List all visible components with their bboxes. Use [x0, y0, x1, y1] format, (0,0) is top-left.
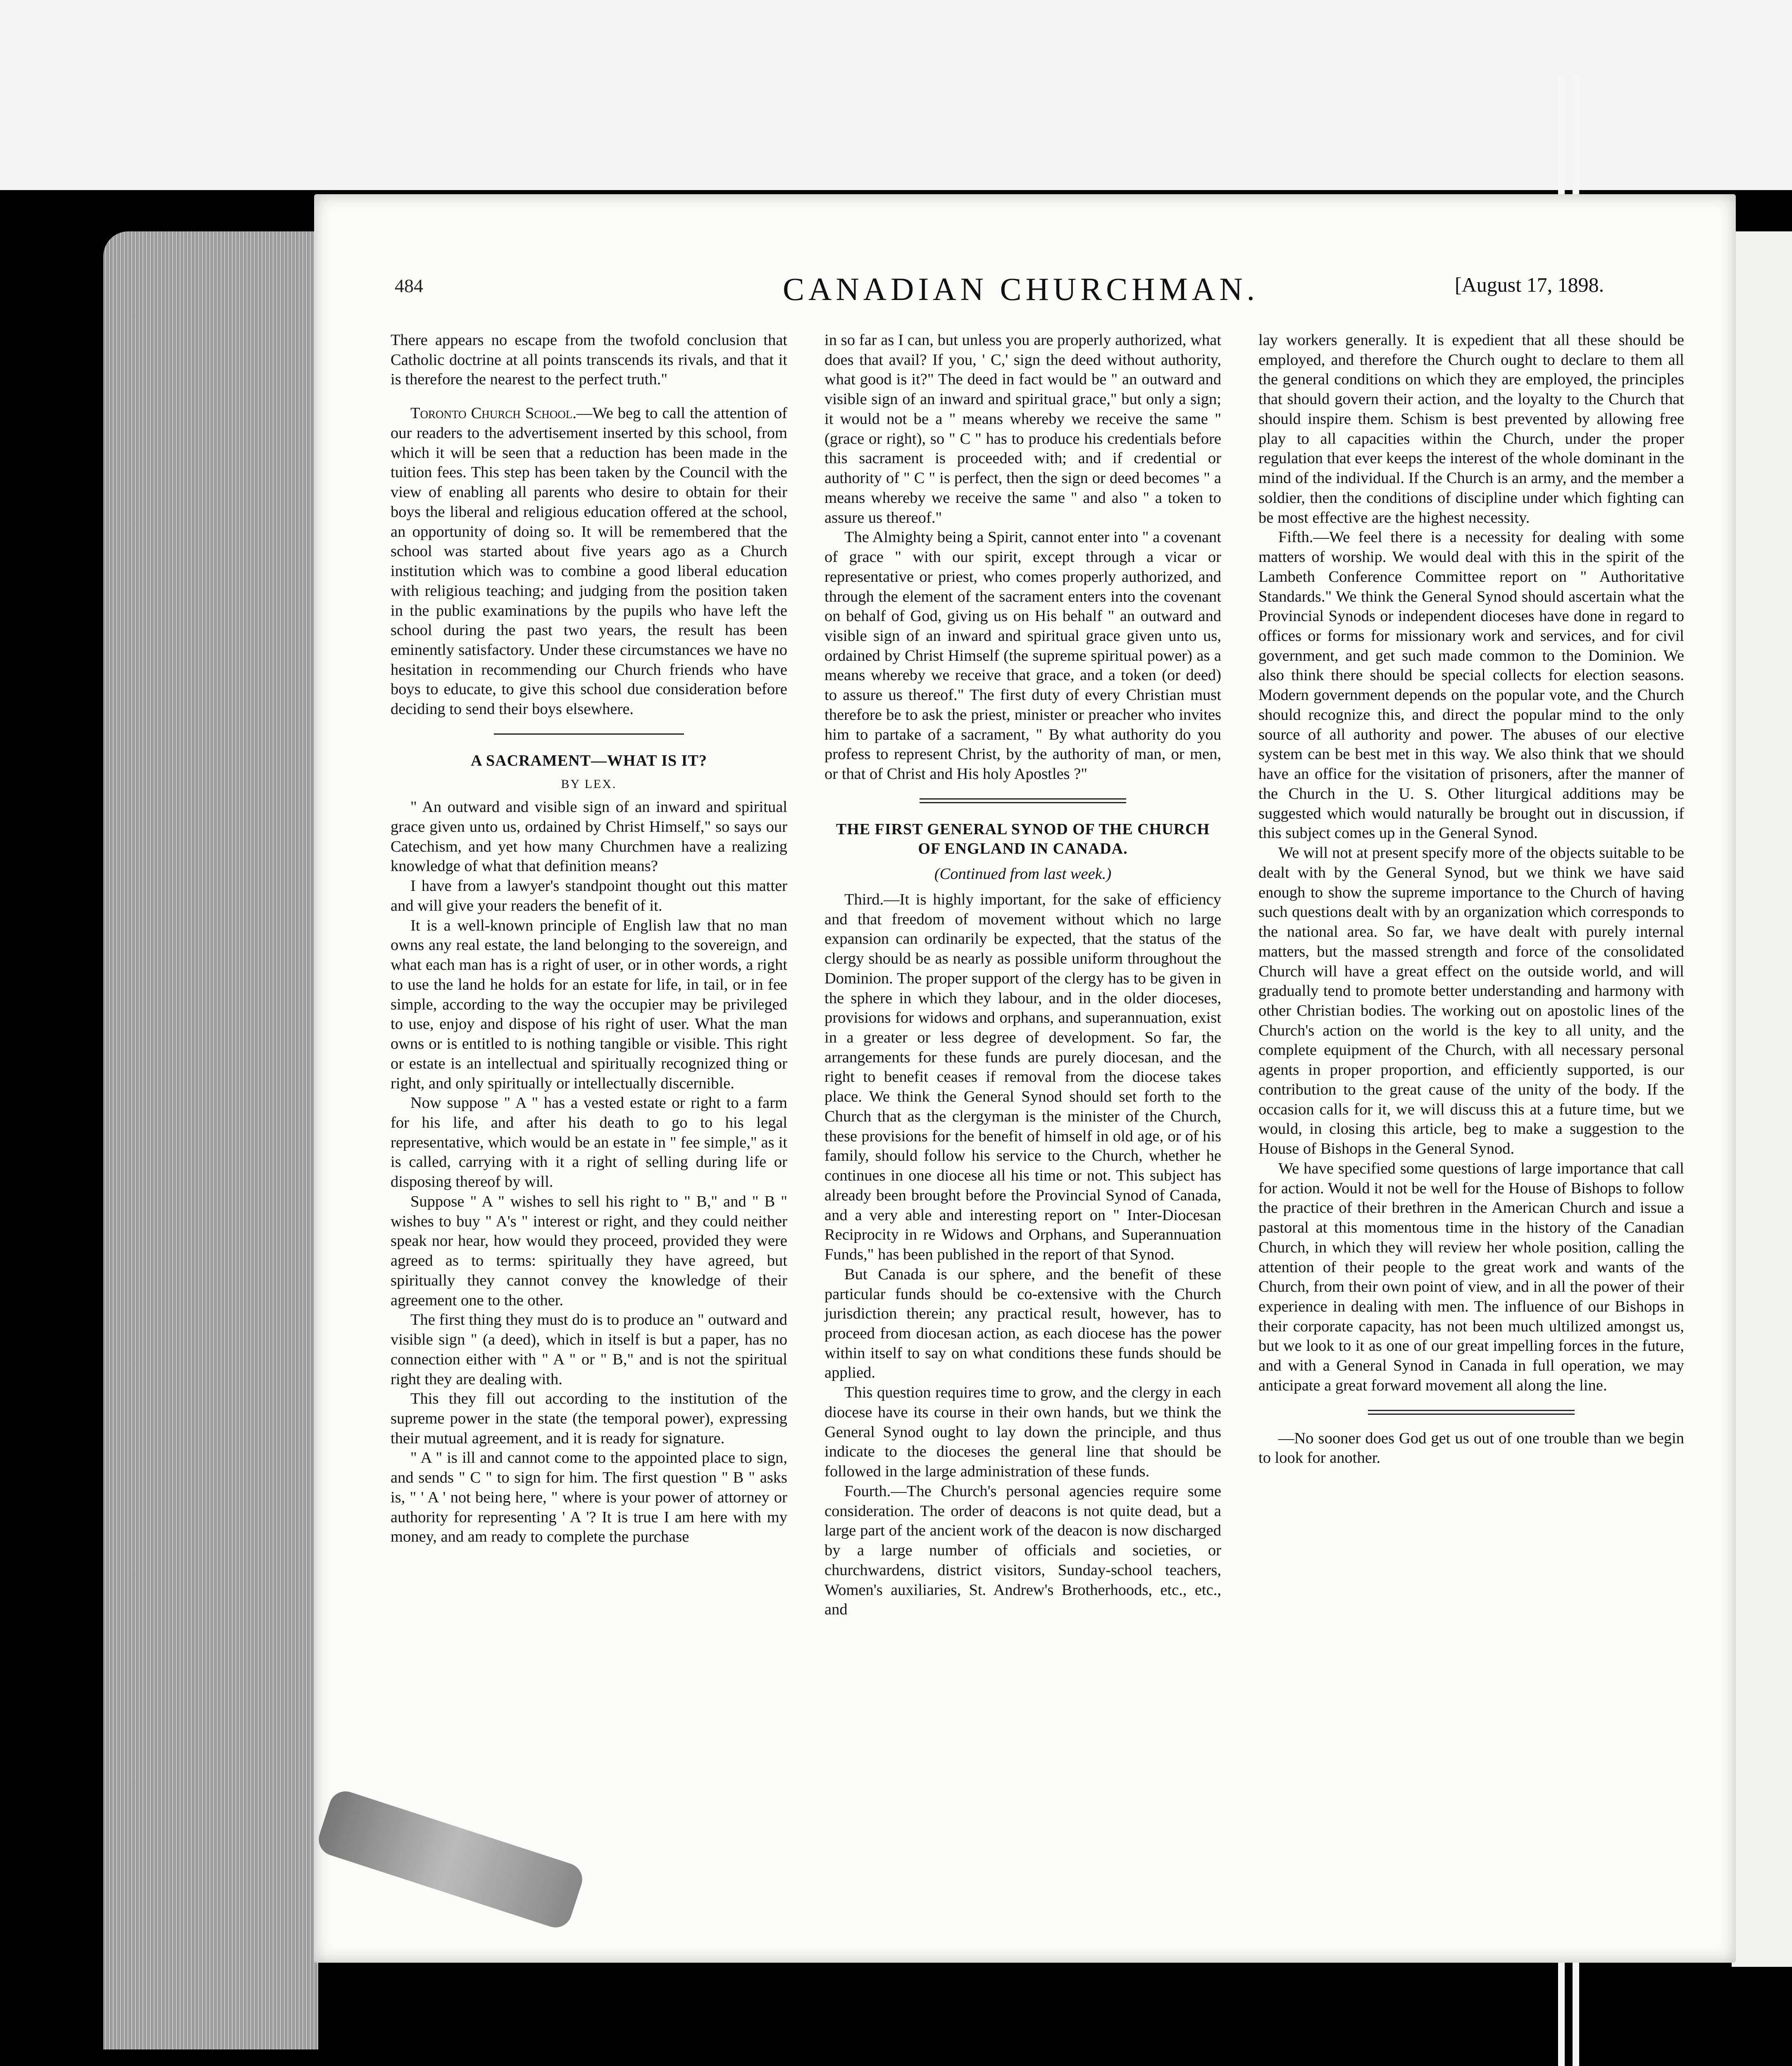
article-subtitle: (Continued from last week.): [934, 865, 1112, 883]
paragraph: Third.—It is highly important, for the sake of efficiency and that freedom of movement without which no large expansion can ordinarily be expected, that the status of the clergy should be as nearly as possible uniform throughout the Dominion. The proper support of the clergy has to be given in the sphere in which they labour, and in the older dioceses, provisions for widows and orphans, and superannuation, exist in a greater or less degree of development. So far, the arrangements for these funds are purely diocesan, and the right to benefit ceases if removal from the diocese takes place. We think the General Synod should set forth to the Church that as the clergyman is the minister of the Church, these provisions for the benefit of himself in old age, or of his family, should follow his service to the Church, whether he continues in one diocese all his time or not. This subject has already been brought before the Provincial Synod of Canada, and a very able and interesting report on " Inter-Diocesan Reciprocity in re Widows and Orphans, and Superannuation Funds," has been published in the report of that Synod.: [825, 890, 1221, 1264]
page-number: 484: [395, 275, 423, 296]
byline: BY LEX.: [561, 777, 617, 791]
closing-note: —No sooner does God get us out of one trouble than we begin to look for another.: [1258, 1429, 1684, 1467]
paragraph: The first thing they must do is to produce an " outward and visible sign " (a deed), which in itself is but a paper, has no connection either with " A " or " B," and is not the spiritual right they are dealing with.: [391, 1311, 787, 1388]
paragraph: " A " is ill and cannot come to the appointed place to sign, and sends " C " to sign for him. The first question " B " asks is, " ' A ' not being here, " where is your power of attorney or authority for representing ' A '? It is true I am here with my money, and am ready to complete the purchase: [391, 1449, 787, 1546]
scan-top-band: [0, 0, 1792, 190]
paragraph-lead: Toronto Church School.: [410, 405, 577, 422]
divider: [494, 733, 684, 735]
paragraph-toronto-church-school: [391, 404, 787, 719]
paragraph: in so far as I can, but unless you are properly authorized, what does that avail? If you, ' C,' sign the deed without authority, what good is it?" The deed in fact would be " an outward and visible sign of an inward and spiritual grace," but only a sign; it would not be a " means whereby we receive the same " (grace or right), so " C " has to produce his credentials before this sacrament is proceeded with; and if credential or authority of " C " is perfect, then the sign or deed becomes " a means whereby we receive the same " and also " a token to assure us thereof.": [825, 331, 1221, 526]
paragraph: Fourth.—The Church's personal agencies require some consideration. The order of deacons is not quite dead, but a large part of the ancient work of the deacon is now discharged by a large number of officials and societies, or churchwardens, district visitors, Sunday-school teachers, Women's auxiliaries, St. Andrew's Brotherhoods, etc., etc., and: [825, 1482, 1221, 1619]
paragraph: lay workers generally. It is expedient that all these should be employed, and therefore the Church ought to declare to them all the general conditions on which they are employed, the principles that should govern their action, and the loyalty to the Church that should inspire them. Schism is best prevented by allowing free play to all capacities within the Church, under the proper regulation that ever keeps the interest of the whole dominant in the mind of the individual. If the Church is an army, and the member a soldier, then the conditions of discipline under which fighting can be most effective are the highest necessity.: [1258, 331, 1684, 526]
paragraph: This question requires time to grow, and the clergy in each diocese have its course in their own hands, but we think the General Synod ought to lay down the principle, and thus indicate to the dioceses the general line that should be followed in the large administration of these funds.: [825, 1384, 1221, 1480]
paragraph: It is a well-known principle of English law that no man owns any real estate, the land belonging to the sovereign, and what each man has is a right of user, or in other words, a right to use the land he holds for an estate for life, in tail, or in fee simple, according to the way the occupier may be privileged to use, enjoy and dispose of his right of user. What the man owns or is entitled to is nothing tangible or visible. This right or estate is an intellectual and spiritually recognized thing or right, and only spiritually or intellectually discernible.: [391, 916, 787, 1092]
article-title: A SACRAMENT—WHAT IS IT?: [471, 752, 707, 769]
paragraph: This they fill out according to the institution of the supreme power in the state (the temporal power), expressing their mutual agreement, and it is ready for signature.: [391, 1390, 787, 1447]
paragraph: We have specified some questions of large importance that call for action. Would it not be well for the House of Bishops to follow the practice of their brethren in the American Church and issue a pastoral at this momentous time in the history of the Canadian Church, in which they will review her whole position, calling the attention of their people to the great work and wants of the Church, from their own point of view, and in all the power of their experience in dealing with men. The influence of our Bishops in their corporate capacity, has not been much ultilized amongst us, but we look to it as one of our great impelling forces in the future, and with a General Synod in Canada in full operation, we may anticipate a great forward movement all along the line.: [1258, 1159, 1684, 1394]
paragraph: " An outward and visible sign of an inward and spiritual grace given unto us, ordained by Christ Himself," so says our Catechism, and yet how many Churchmen have a realizing knowledge of what that definition means?: [391, 798, 787, 875]
paragraph: There appears no escape from the twofold conclusion that Catholic doctrine at all points transcends its rivals, and that it is therefore the nearest to the perfect truth.": [391, 331, 787, 388]
issue-date: [August 17, 1898.: [1455, 273, 1604, 296]
column-3: [1258, 331, 1684, 1468]
masthead-title: CANADIAN CHURCHMAN.: [782, 271, 1259, 307]
divider: [920, 798, 1126, 803]
paragraph: We will not at present specify more of the objects suitable to be dealt with by the General Synod, but we think we have said enough to show the supreme importance to the Church of having such questions dealt with by an organization which corresponds to the national area. So far, we have dealt with purely internal matters, but the massed strength and force of the consolidated Church will have a great effect on the outside world, and will gradually tend to promote better understanding and harmony with other Christian bodies. The working out on apostolic lines of the Church's action on the world is the key to all unity, and the complete equipment of the Church, with all necessary personal agents in proper proportion, and efficiently supported, is our contribution to the great cause of the unity of the body. If the occasion calls for it, we will discuss this at a future time, but we would, in closing this article, beg to make a suggestion to the House of Bishops in the General Synod.: [1258, 844, 1684, 1158]
paragraph-body: —We beg to call the attention of our readers to the advertisement inserted by this school, from which it will be seen that a reduction has been made in the tuition fees. This step has been taken by the Council with the view of enabling all parents who desire to obtain for their boys the liberal and religious education offered at the school, an opportunity of doing so. It will be remembered that the school was started about five years ago as a Church institution which was to combine a good liberal education with religious teaching; and judging from the position taken in the public examinations by the pupils who have left the school during the past two years, the result has been eminently satisfactory. Under these circumstances we have no hesitation in recommending our Church friends who have boys to educate, to give this school due consideration before deciding to send their boys elsewhere.: [391, 405, 787, 718]
book-page-edges: [103, 231, 318, 2049]
paragraph: The Almighty being a Spirit, cannot enter into " a covenant of grace " with our spirit, except through a vicar or representative or priest, who comes properly authorized, and through the element of the sacrament enters into the covenant on behalf of God, giving us on His behalf " an outward and visible sign of an inward and spiritual grace given unto us, ordained by Christ Himself (the supreme spiritual power) as a means whereby we receive that grace, and a token (or deed) to assure us thereof." The first duty of every Christian must therefore be to ask the priest, minister or preacher who invites him to partake of a sacrament, " By what authority do you profess to represent Christ, by the authority of man, or men, or that of Christ and His holy Apostles ?": [825, 528, 1221, 783]
article-title: THE FIRST GENERAL SYNOD OF THE CHURCH OF ENGLAND IN CANADA.: [836, 820, 1210, 857]
paragraph: But Canada is our sphere, and the benefit of these particular funds should be co-extensive with the Church jurisdiction therein; any practical result, however, has to proceed from diocesan action, as each diocese has the power within itself to say on what conditions these funds should be applied.: [825, 1265, 1221, 1382]
paragraph: I have from a lawyer's standpoint thought out this matter and will give your readers the benefit of it.: [391, 877, 787, 914]
paragraph: Suppose " A " wishes to sell his right to " B," and " B " wishes to buy " A's " interest or right, and they could neither speak nor hear, how would they proceed, provided they were agreed as to terms: spiritually they have agreed, but spiritually they cannot convey the knowledge of their agreement one to the other.: [391, 1192, 787, 1309]
column-2: [825, 331, 1221, 1620]
divider: [1368, 1410, 1575, 1415]
paragraph: Now suppose " A " has a vested estate or right to a farm for his life, and after his death to go to his legal representative, which would be an estate in " fee simple," as it is called, carrying with it a right of selling during life or disposing thereof by will.: [391, 1094, 787, 1191]
paragraph: Fifth.—We feel there is a necessity for dealing with some matters of worship. We would deal with this in the spirit of the Lambeth Conference Committee report on " Authoritative Standards." We think the General Synod should ascertain what the Provincial Synods or independent dioceses have done in regard to offices or forms for missionary work and services, and for civil government, and get such made common to the Dominion. We also think there should be special collects for election seasons. Modern government depends on the popular vote, and the Church should recognize this, and direct the popular mind to the only source of all authority and power. The abuses of our elective system can be best met in this way. We also think that we should have an office for the visitation of prisoners, after the manner of the Church in the U. S. Other liturgical additions may be suggested which would naturally be brought out in discussion, if this subject comes up in the General Synod.: [1258, 528, 1684, 842]
facing-page-fragment: [1732, 231, 1792, 1967]
column-1: [391, 331, 787, 1547]
